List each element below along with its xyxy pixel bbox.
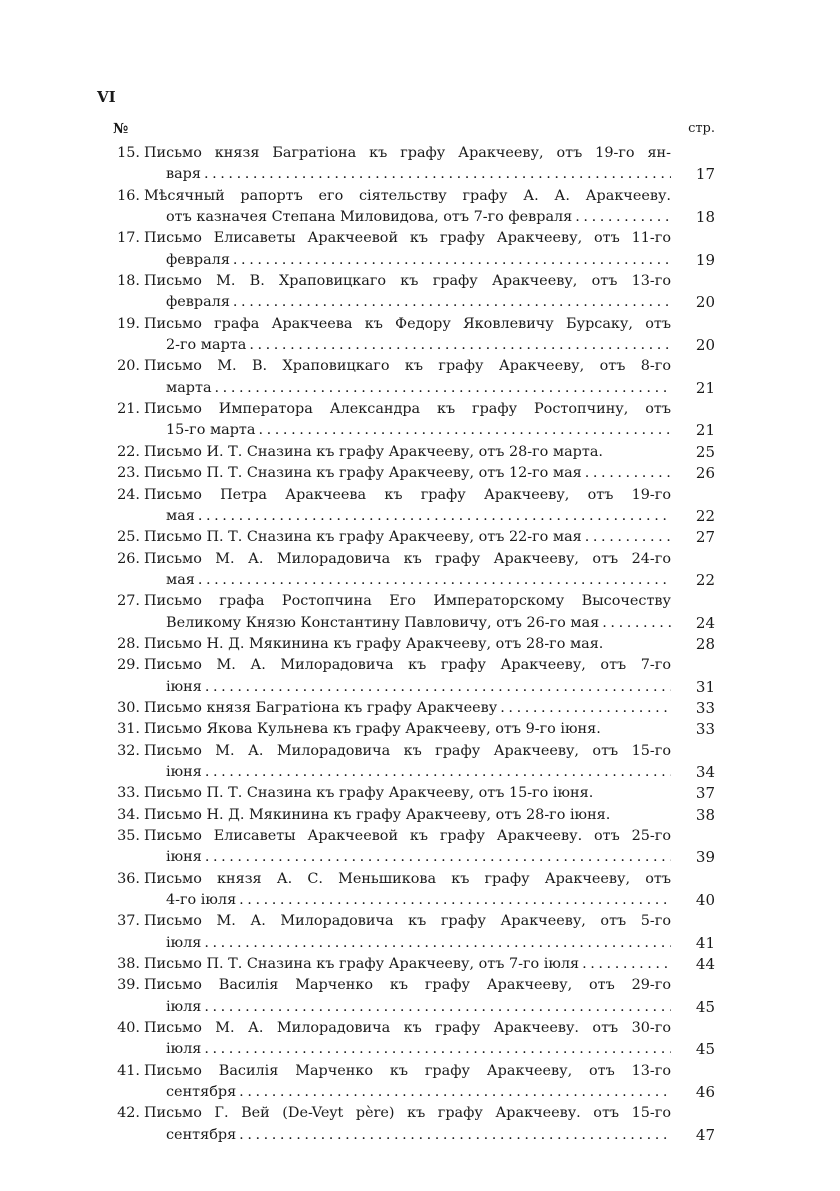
entry-number: 42. — [117, 1105, 140, 1122]
entry-number: 32. — [117, 742, 140, 759]
dot-leader — [236, 1125, 671, 1146]
entry-page: 20 — [695, 293, 715, 312]
entry-title-text: 2-го марта — [166, 337, 247, 354]
dot-leader — [201, 933, 671, 954]
entry-title-continuation — [166, 164, 671, 185]
entry-page: 31 — [695, 677, 715, 696]
entry-page: 45 — [695, 997, 715, 1016]
entry-number: 16. — [117, 187, 140, 204]
toc-entry — [100, 975, 715, 1018]
toc-entry-continuation — [100, 420, 715, 441]
toc-entry-line — [100, 228, 715, 249]
dot-leader — [202, 677, 671, 698]
table-of-contents — [100, 143, 715, 1146]
toc-entry — [100, 911, 715, 954]
toc-entry — [100, 1103, 715, 1146]
dot-leader — [236, 890, 671, 911]
entry-number: 26. — [117, 550, 140, 567]
toc-entry — [100, 186, 715, 229]
dot-leader — [202, 847, 671, 868]
entry-title — [144, 1061, 671, 1082]
toc-entry-continuation — [100, 677, 715, 698]
entry-title-text: Письмо Елисаветы Аракчеевой къ графу Аракчееву. отъ 25-го — [144, 828, 671, 844]
entry-title-continuation — [166, 762, 671, 783]
page-column-label: стр. — [688, 121, 715, 136]
entry-page: 28 — [695, 634, 715, 653]
dot-leader — [201, 164, 671, 185]
toc-entry — [100, 826, 715, 869]
entry-title — [144, 698, 671, 719]
toc-entry-continuation — [100, 378, 715, 399]
entry-title-continuation — [166, 1039, 671, 1060]
entry-title-text: Письмо князя Багратіона къ графу Аракчееву, отъ 19-го ян- — [144, 145, 671, 161]
entry-title — [144, 783, 671, 804]
toc-entry — [100, 527, 715, 548]
entry-title — [144, 356, 671, 377]
toc-entry-line — [100, 143, 715, 164]
entry-number: 33. — [117, 785, 140, 802]
toc-entry-line — [100, 911, 715, 932]
entry-number: 35. — [117, 828, 140, 844]
entry-page: 21 — [695, 378, 715, 397]
dot-leader — [572, 207, 671, 228]
entry-title-text: Письмо Н. Д. Мякинина къ графу Аракчееву, отъ 28-го іюня. — [144, 806, 611, 823]
entry-number: 37. — [117, 913, 140, 930]
toc-entry-continuation — [100, 847, 715, 868]
entry-title — [144, 228, 671, 249]
entry-title-text: мая — [166, 571, 195, 588]
entry-page: 46 — [695, 1083, 715, 1102]
toc-entry-line — [100, 634, 715, 655]
entry-page: 45 — [695, 1040, 715, 1059]
toc-entry — [100, 463, 715, 484]
entry-number: 30. — [117, 699, 140, 716]
toc-entry-line — [100, 826, 715, 847]
toc-entry-continuation — [100, 250, 715, 271]
toc-entry — [100, 356, 715, 399]
entry-page: 25 — [695, 442, 715, 461]
toc-entry — [100, 591, 715, 634]
entry-title-continuation — [166, 997, 671, 1018]
toc-entry-line — [100, 271, 715, 292]
toc-entry-line — [100, 591, 715, 612]
toc-entry — [100, 1018, 715, 1061]
toc-entry — [100, 549, 715, 592]
dot-leader — [202, 762, 671, 783]
entry-page: 22 — [695, 506, 715, 525]
entry-title — [144, 1018, 671, 1039]
entry-page: 24 — [695, 613, 715, 632]
entry-number: 36. — [117, 870, 140, 887]
entry-title — [144, 591, 671, 612]
toc-entry-line — [100, 314, 715, 335]
entry-title-text: февраля — [166, 294, 230, 311]
entry-number: 23. — [117, 465, 140, 482]
entry-title-text: Письмо князя А. С. Меньшикова къ графу Аракчееву, отъ — [144, 870, 671, 887]
entry-title-continuation — [166, 420, 671, 441]
entry-title — [144, 805, 671, 826]
dot-leader — [236, 1082, 671, 1103]
number-column-label: № — [113, 121, 129, 137]
entry-title — [144, 463, 671, 484]
entry-page: 20 — [695, 336, 715, 355]
entry-number: 40. — [117, 1020, 140, 1037]
toc-entry-continuation — [100, 207, 715, 228]
entry-page: 34 — [695, 762, 715, 781]
entry-title-continuation — [166, 1125, 671, 1146]
entry-title-text: Письмо М. В. Храповицкаго къ графу Аракчееву, отъ 8-го — [144, 358, 671, 375]
entry-title — [144, 314, 671, 335]
entry-title-text: 15-го марта — [166, 422, 256, 439]
entry-number: 28. — [117, 635, 140, 652]
entry-title — [144, 655, 671, 676]
entry-title-text: февраля — [166, 251, 230, 268]
entry-title-text: Письмо М. А. Милорадовича къ графу Аракчееву, отъ 7-го — [144, 657, 671, 674]
entry-title — [144, 911, 671, 932]
toc-entry-line — [100, 805, 715, 826]
entry-title — [144, 271, 671, 292]
toc-entry — [100, 655, 715, 698]
entry-page: 21 — [695, 421, 715, 440]
toc-entry-line — [100, 186, 715, 207]
entry-number: 19. — [117, 315, 140, 332]
toc-entry-line — [100, 356, 715, 377]
entry-title-continuation — [166, 1082, 671, 1103]
dot-leader — [497, 698, 671, 719]
toc-entry-continuation — [100, 997, 715, 1018]
entry-title-text: Письмо П. Т. Сназина къ графу Аракчееву, отъ 15-го іюня. — [144, 785, 594, 802]
entry-title-text: Письмо М. А. Милорадовича къ графу Аракчееву, отъ 24-го — [144, 550, 671, 567]
entry-title — [144, 485, 671, 506]
entry-title-continuation — [166, 570, 671, 591]
entry-title-continuation — [166, 677, 671, 698]
entry-title-text: Письмо Василія Марченко къ графу Аракчееву, отъ 13-го — [144, 1062, 671, 1079]
toc-entry-continuation — [100, 292, 715, 313]
toc-entry — [100, 314, 715, 357]
entry-title-text: марта — [166, 379, 212, 396]
toc-entry-continuation — [100, 890, 715, 911]
toc-entry-line — [100, 954, 715, 975]
toc-entry — [100, 442, 715, 463]
entry-page: 33 — [695, 698, 715, 717]
toc-entry — [100, 228, 715, 271]
entry-page: 18 — [695, 208, 715, 227]
toc-entry-continuation — [100, 335, 715, 356]
toc-entry-continuation — [100, 1082, 715, 1103]
entry-title-text: Письмо князя Багратіона къ графу Аракчееву — [144, 699, 498, 716]
entry-title — [144, 186, 671, 207]
entry-title-text: Письмо М. А. Милорадовича къ графу Аракчееву, отъ 15-го — [144, 742, 671, 759]
toc-header — [109, 121, 715, 141]
entry-page: 22 — [695, 570, 715, 589]
dot-leader — [230, 292, 671, 313]
entry-title — [144, 869, 671, 890]
entry-title — [144, 143, 671, 164]
toc-entry-line — [100, 869, 715, 890]
toc-entry-line — [100, 655, 715, 676]
toc-entry-continuation — [100, 164, 715, 185]
entry-title-continuation — [166, 292, 671, 313]
entry-title-text: Письмо М. А. Милорадовича къ графу Аракчееву, отъ 5-го — [144, 913, 671, 930]
entry-title — [144, 1103, 671, 1124]
entry-title — [144, 975, 671, 996]
entry-page: 19 — [695, 250, 715, 269]
entry-title — [144, 826, 671, 847]
entry-page: 38 — [695, 805, 715, 824]
toc-entry — [100, 783, 715, 804]
entry-page: 26 — [695, 464, 715, 483]
entry-title — [144, 719, 671, 740]
toc-entry-line — [100, 1103, 715, 1124]
entry-number: 34. — [117, 806, 140, 823]
dot-leader — [599, 613, 671, 634]
toc-entry-line — [100, 485, 715, 506]
entry-number: 22. — [117, 443, 140, 460]
entry-page: 17 — [695, 165, 715, 184]
toc-entry-continuation — [100, 933, 715, 954]
entry-title-continuation — [166, 207, 671, 228]
toc-entry — [100, 1061, 715, 1104]
entry-title-continuation — [166, 506, 671, 527]
entry-number: 21. — [117, 401, 140, 418]
entry-title-text: сентября — [166, 1126, 237, 1143]
entry-title-continuation — [166, 250, 671, 271]
toc-entry-line — [100, 783, 715, 804]
entry-number: 17. — [117, 230, 140, 247]
toc-entry-continuation — [100, 762, 715, 783]
entry-title-text: Письмо Н. Д. Мякинина къ графу Аракчееву, отъ 28-го мая. — [144, 635, 604, 652]
entry-title-text: іюня — [166, 849, 202, 866]
entry-page: 44 — [695, 955, 715, 974]
entry-title-text: сентября — [166, 1084, 237, 1101]
entry-title — [144, 549, 671, 570]
dot-leader — [582, 463, 671, 484]
toc-entry-line — [100, 463, 715, 484]
toc-entry-continuation — [100, 570, 715, 591]
entry-number: 29. — [117, 657, 140, 674]
dot-leader — [201, 1039, 671, 1060]
toc-entry — [100, 143, 715, 186]
dot-leader — [255, 420, 671, 441]
entry-title-text: Письмо И. Т. Сназина къ графу Аракчееву, отъ 28-го марта. — [144, 443, 603, 460]
toc-entry — [100, 698, 715, 719]
entry-title-text: Письмо графа Ростопчина Его Императорскому Высочеству — [144, 593, 671, 610]
toc-entry-line — [100, 527, 715, 548]
entry-title-text: Письмо Якова Кульнева къ графу Аракчееву, отъ 9-го іюня. — [144, 721, 601, 738]
entry-title-continuation — [166, 890, 671, 911]
entry-title-text: Письмо Императора Александра къ графу Ростопчину, отъ — [144, 401, 671, 418]
entry-title — [144, 399, 671, 420]
dot-leader — [195, 570, 671, 591]
dot-leader — [195, 506, 671, 527]
entry-page: 39 — [695, 848, 715, 867]
dot-leader — [201, 997, 671, 1018]
toc-entry — [100, 271, 715, 314]
entry-title-text: 4-го іюля — [166, 892, 237, 909]
toc-entry — [100, 954, 715, 975]
toc-entry-continuation — [100, 506, 715, 527]
entry-number: 27. — [117, 593, 140, 610]
entry-title-text: Мѣсячный рапортъ его сіятельству графу А. А. Аракчееву. — [144, 187, 671, 204]
entry-title — [144, 527, 671, 548]
toc-entry-line — [100, 1018, 715, 1039]
toc-entry — [100, 805, 715, 826]
entry-page: 33 — [695, 720, 715, 739]
entry-title-text: Письмо графа Аракчеева къ Федору Яковлевичу Бурсаку, отъ — [144, 315, 671, 332]
entry-title-text: Великому Князю Константину Павловичу, отъ 26-го мая — [166, 614, 600, 631]
entry-title-text: Письмо Елисаветы Аракчеевой къ графу Аракчееву, отъ 11-го — [144, 230, 671, 247]
entry-title-text: мая — [166, 507, 195, 524]
entry-number: 41. — [117, 1062, 140, 1079]
dot-leader — [246, 335, 671, 356]
dot-leader — [212, 378, 671, 399]
entry-title-text: Письмо П. Т. Сназина къ графу Аракчееву, отъ 7-го іюля — [144, 956, 580, 973]
toc-entry-line — [100, 442, 715, 463]
entry-title-text: іюля — [166, 998, 202, 1015]
toc-entry-line — [100, 741, 715, 762]
dot-leader — [579, 954, 671, 975]
page-folio: VI — [97, 88, 116, 106]
entry-number: 18. — [117, 273, 140, 290]
entry-title-text: Письмо Г. Вей (De-Veyt père) къ графу Аракчееву. отъ 15-го — [144, 1105, 671, 1122]
entry-title-text: іюля — [166, 934, 202, 951]
entry-title-continuation — [166, 335, 671, 356]
entry-page: 40 — [695, 891, 715, 910]
toc-entry-line — [100, 399, 715, 420]
entry-page: 41 — [695, 933, 715, 952]
entry-number: 39. — [117, 977, 140, 994]
toc-entry-continuation — [100, 1039, 715, 1060]
dot-leader — [582, 527, 671, 548]
toc-entry-continuation — [100, 613, 715, 634]
entry-title — [144, 741, 671, 762]
entry-number: 20. — [117, 358, 140, 375]
toc-entry-line — [100, 1061, 715, 1082]
entry-title-text: Письмо М. В. Храповицкаго къ графу Аракчееву, отъ 13-го — [144, 273, 671, 290]
entry-title — [144, 634, 671, 655]
entry-title-continuation — [166, 613, 671, 634]
toc-entry — [100, 399, 715, 442]
entry-title — [144, 442, 671, 463]
toc-entry — [100, 741, 715, 784]
entry-title-text: Письмо М. А. Милорадовича къ графу Аракчееву. отъ 30-го — [144, 1020, 671, 1037]
entry-number: 25. — [117, 529, 140, 546]
toc-entry-line — [100, 698, 715, 719]
dot-leader — [230, 250, 671, 271]
entry-title-text: Письмо Василія Марченко къ графу Аракчееву, отъ 29-го — [144, 977, 671, 994]
entry-title-text: іюня — [166, 763, 202, 780]
entry-title-text: Письмо Петра Аракчеева къ графу Аракчееву, отъ 19-го — [144, 486, 671, 503]
entry-title — [144, 954, 671, 975]
entry-title-text: Письмо П. Т. Сназина къ графу Аракчееву, отъ 12-го мая — [144, 465, 582, 482]
entry-number: 15. — [117, 145, 140, 161]
entry-title-text: іюля — [166, 1041, 202, 1058]
toc-entry-line — [100, 549, 715, 570]
toc-entry — [100, 719, 715, 740]
entry-number: 31. — [117, 721, 140, 738]
entry-page: 47 — [695, 1125, 715, 1144]
entry-title-continuation — [166, 378, 671, 399]
entry-title-continuation — [166, 933, 671, 954]
entry-page: 37 — [695, 784, 715, 803]
toc-entry-continuation — [100, 1125, 715, 1146]
entry-title-text: Письмо П. Т. Сназина къ графу Аракчееву, отъ 22-го мая — [144, 529, 582, 546]
entry-title-continuation — [166, 847, 671, 868]
toc-entry-line — [100, 719, 715, 740]
toc-entry-line — [100, 975, 715, 996]
toc-entry — [100, 634, 715, 655]
entry-title-text: іюня — [166, 678, 202, 695]
toc-entry — [100, 485, 715, 528]
entry-number: 24. — [117, 486, 140, 503]
entry-page: 27 — [695, 528, 715, 547]
toc-entry — [100, 869, 715, 912]
entry-title-text: отъ казначея Степана Миловидова, отъ 7-го февраля — [166, 209, 573, 226]
entry-number: 38. — [117, 956, 140, 973]
entry-title-text: варя — [166, 166, 201, 183]
